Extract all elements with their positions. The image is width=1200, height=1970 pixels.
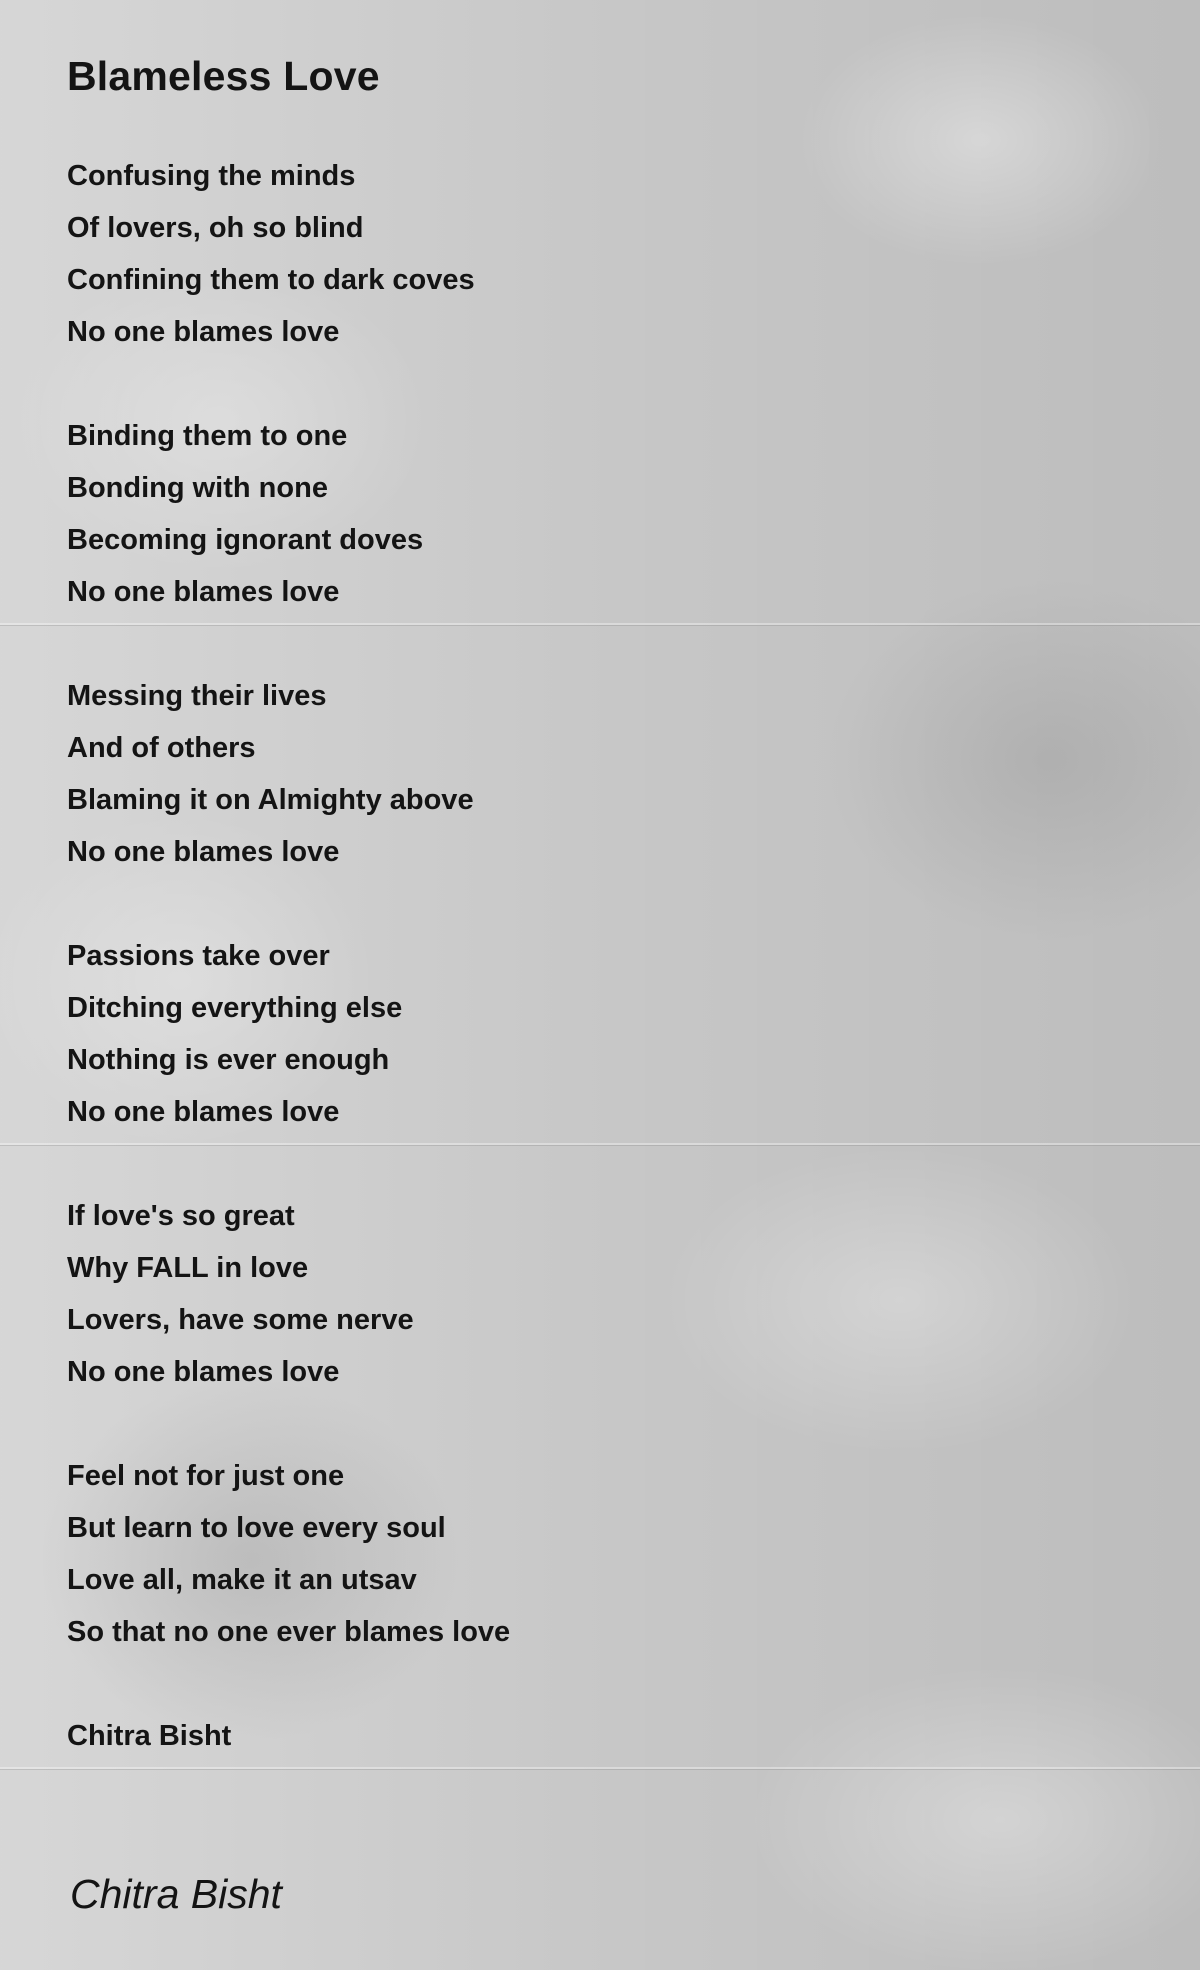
- poem-line: Nothing is ever enough: [67, 1044, 390, 1076]
- poem-body: [67, 150, 1147, 1762]
- poem-signoff: Chitra Bisht: [67, 1720, 232, 1752]
- poem-line: Becoming ignorant doves: [67, 524, 424, 556]
- poem-line: Blaming it on Almighty above: [67, 784, 474, 816]
- poem-title: Blameless Love: [67, 53, 380, 99]
- poem-line: But learn to love every soul: [67, 1512, 446, 1544]
- poem-line: Messing their lives: [67, 680, 327, 712]
- poem-line: Passions take over: [67, 940, 330, 972]
- author-byline: Chitra Bisht: [70, 1871, 282, 1917]
- poem-line: If love's so great: [67, 1200, 295, 1232]
- poem-line: No one blames love: [67, 1356, 340, 1388]
- poem-line: Ditching everything else: [67, 992, 403, 1024]
- poem-line: Confining them to dark coves: [67, 264, 475, 296]
- poem-line: No one blames love: [67, 836, 340, 868]
- poem-line: No one blames love: [67, 316, 340, 348]
- poem-line: No one blames love: [67, 576, 340, 608]
- poem-line: Binding them to one: [67, 420, 348, 452]
- texture-seam: [0, 1767, 1200, 1770]
- poem-line: Lovers, have some nerve: [67, 1304, 414, 1336]
- poem-line: So that no one ever blames love: [67, 1616, 511, 1648]
- stanza: [67, 1190, 1147, 1398]
- stanza: [67, 150, 1147, 358]
- poem-line: And of others: [67, 732, 256, 764]
- stanza: [67, 930, 1147, 1138]
- stanza: [67, 670, 1147, 878]
- stanza: [67, 410, 1147, 618]
- poem-line: Bonding with none: [67, 472, 328, 504]
- poem-line: Love all, make it an utsav: [67, 1564, 417, 1596]
- poem-line: Of lovers, oh so blind: [67, 212, 364, 244]
- poem-line: Confusing the minds: [67, 160, 356, 192]
- stanza: [67, 1450, 1147, 1658]
- poem-line: No one blames love: [67, 1096, 340, 1128]
- poem-line: Feel not for just one: [67, 1460, 345, 1492]
- poem-line: Why FALL in love: [67, 1252, 309, 1284]
